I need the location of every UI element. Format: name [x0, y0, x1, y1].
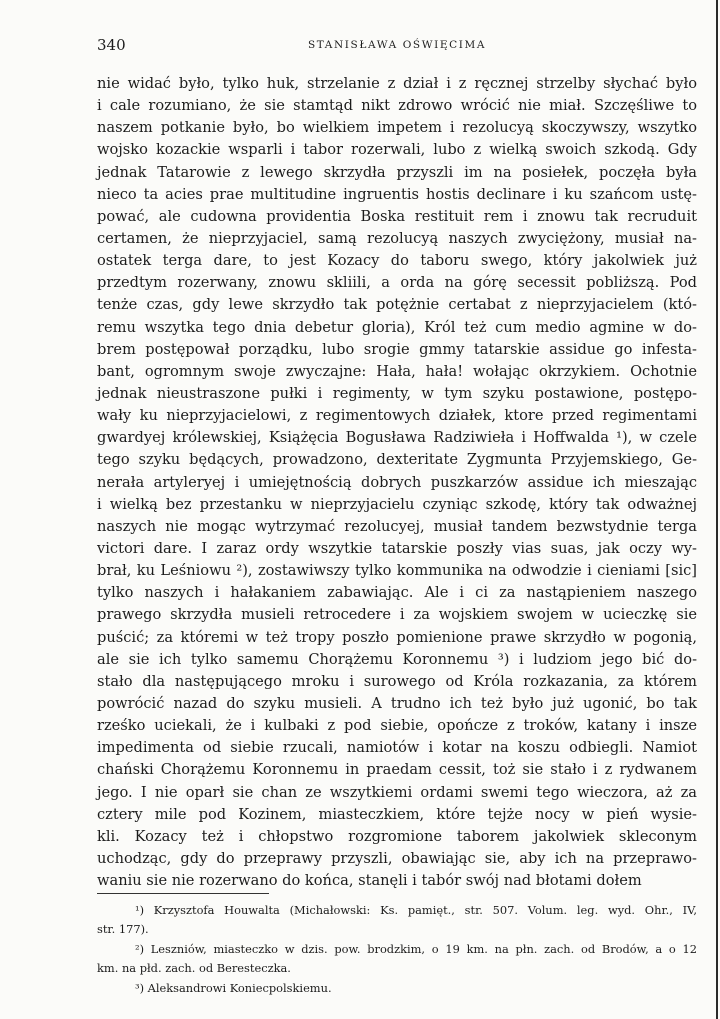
text-line: naszem potkanie było, bo wielkiem impetem i rezolucyą skoczywszy, wszytko [97, 119, 697, 137]
text-line: nieco ta acies prae multitudine ingruentis hostis declinare i ku szańcom ustę- [97, 185, 697, 203]
text-line: nerała artyleryej i umiejętnością dobrych puszkarzów assidue ich mieszając [97, 473, 697, 491]
text-line: ostatek terga dare, to jest Kozacy do taboru swego, który jakolwiek już [97, 252, 697, 270]
text-line: jednak Tatarowie z lewego skrzydła przyszli im na posiełek, poczęła była [97, 163, 697, 181]
text-line: tylko naszych i hałakaniem zabawiając. Ale i ci za nastąpieniem naszego [97, 584, 697, 602]
text-line: waniu sie nie rozerwano do końca, stanęli i tabór swój nad błotami dołem [97, 872, 642, 890]
footnote-divider [97, 893, 269, 894]
text-line: rześko uciekali, że i kulbaki z pod siebie, opończe z troków, katany i insze [97, 717, 697, 735]
footnote-line: ³) Aleksandrowi Koniecpolskiemu. [135, 980, 332, 995]
text-line: stało dla następującego mroku i surowego od Króla rozkazania, za którem [97, 672, 697, 690]
text-line: kli. Kozacy też i chłopstwo rozgromione taborem jakolwiek skleconym [97, 827, 697, 845]
text-line: ale sie ich tylko samemu Chorążemu Koronnemu ³) i ludziom jego bić do- [97, 650, 697, 668]
text-line: remu wszytka tego dnia debetur gloria), Król też cum medio agmine w do- [97, 318, 697, 336]
text-line: wojsko kozackie wsparli i tabor rozerwali, lubo z wielką swoich szkodą. Gdy [97, 141, 697, 159]
text-line: uchodząc, gdy do przeprawy przyszli, obawiając sie, aby ich na przeprawo- [97, 849, 697, 867]
footnotes [97, 901, 697, 998]
footnote-line: ²) Leszniów, miasteczko w dzis. pow. brodzkim, o 19 km. na płn. zach. od Brodów, a o 12 [135, 941, 697, 956]
footnote-line: km. na płd. zach. od Beresteczka. [97, 961, 291, 976]
text-line: chański Chorążemu Koronnemu in praedam cessit, toż sie stało i z rydwanem [97, 761, 697, 779]
text-line: powrócić nazad do szyku musieli. A trudno ich też było już ugonić, bo tak [97, 694, 697, 712]
text-line: jednak nieustraszone pułki i regimenty, w tym szyku postawione, postępo- [97, 384, 697, 402]
page-edge-line [716, 0, 718, 1019]
text-line: i cale rozumiano, że sie stamtąd nikt zdrowo wrócić nie miał. Szczęśliwe to [97, 97, 697, 115]
text-line: bant, ogromnym swoje zwyczajne: Hała, hała! wołając okrzykiem. Ochotnie [97, 362, 697, 380]
text-line: brał, ku Leśniowu ²), zostawiwszy tylko kommunika na odwodzie i cieniami [sic] [97, 562, 697, 580]
footnote-line: str. 177). [97, 922, 149, 937]
text-line: brem postępował porządku, lubo srogie gmmy tatarskie assidue go infesta- [97, 340, 697, 358]
text-line: impedimenta od siebie rzucali, namiotów i kotar na koszu odbiegli. Namiot [97, 739, 697, 757]
text-line: prawego skrzydła musieli retrocedere i za wojskiem swojem w ucieczkę sie [97, 606, 697, 624]
text-line: certamen, że nieprzyjaciel, samą rezolucyą naszych zwyciężony, musiał na- [97, 229, 697, 247]
running-title: STANISŁAWA OŚWIĘCIMA [307, 39, 487, 51]
text-line: puścić; za któremi w też tropy poszło pomienione prawe skrzydło w pogonią, [97, 628, 697, 646]
text-line: gwardyej królewskiej, Książęcia Bogusława Radziwieła i Hoffwalda ¹), w czele [97, 429, 697, 447]
text-line: naszych nie mogąc wytrzymać rezolucyej, musiał tandem bezwstydnie terga [97, 517, 697, 535]
page-number: 340 [97, 36, 126, 54]
text-line: cztery mile pod Kozinem, miasteczkiem, które tejże nocy w pień wysie- [97, 805, 697, 823]
text-line: pować, ale cudowna providentia Boska restituit rem i znowu tak recruduit [97, 207, 697, 225]
text-line: wały ku nieprzyjacielowi, z regimentowych działek, ktore przed regimentami [97, 407, 697, 425]
text-line: jego. I nie oparł sie chan ze wszytkiemi ordami swemi tego wieczora, aż za [97, 783, 697, 801]
text-line: nie widać było, tylko huk, strzelanie z dział i z ręcznej strzelby słychać było [97, 75, 697, 92]
page-header [97, 36, 697, 56]
body-text [97, 73, 697, 892]
text-line: i wielką bez przestanku w nieprzyjacielu czyniąc szkodę, który tak odważnej [97, 495, 697, 513]
text-line: victori dare. I zaraz ordy wszytkie tatarskie poszły vias suas, jak oczy wy- [97, 539, 697, 557]
text-line: tego szyku będących, prowadzono, dexteritate Zygmunta Przyjemskiego, Ge- [97, 451, 697, 469]
text-line: tenże czas, gdy lewe skrzydło tak potężnie certabat z nieprzyjacielem (któ- [97, 296, 697, 314]
text-line: przedtym rozerwany, znowu skliili, a orda na górę secessit pobliższą. Pod [97, 274, 697, 292]
footnote-line: ¹) Krzysztofa Houwalta (Michałowski: Ks. pamięt., str. 507. Volum. leg. wyd. Ohr., IV, [135, 903, 697, 917]
